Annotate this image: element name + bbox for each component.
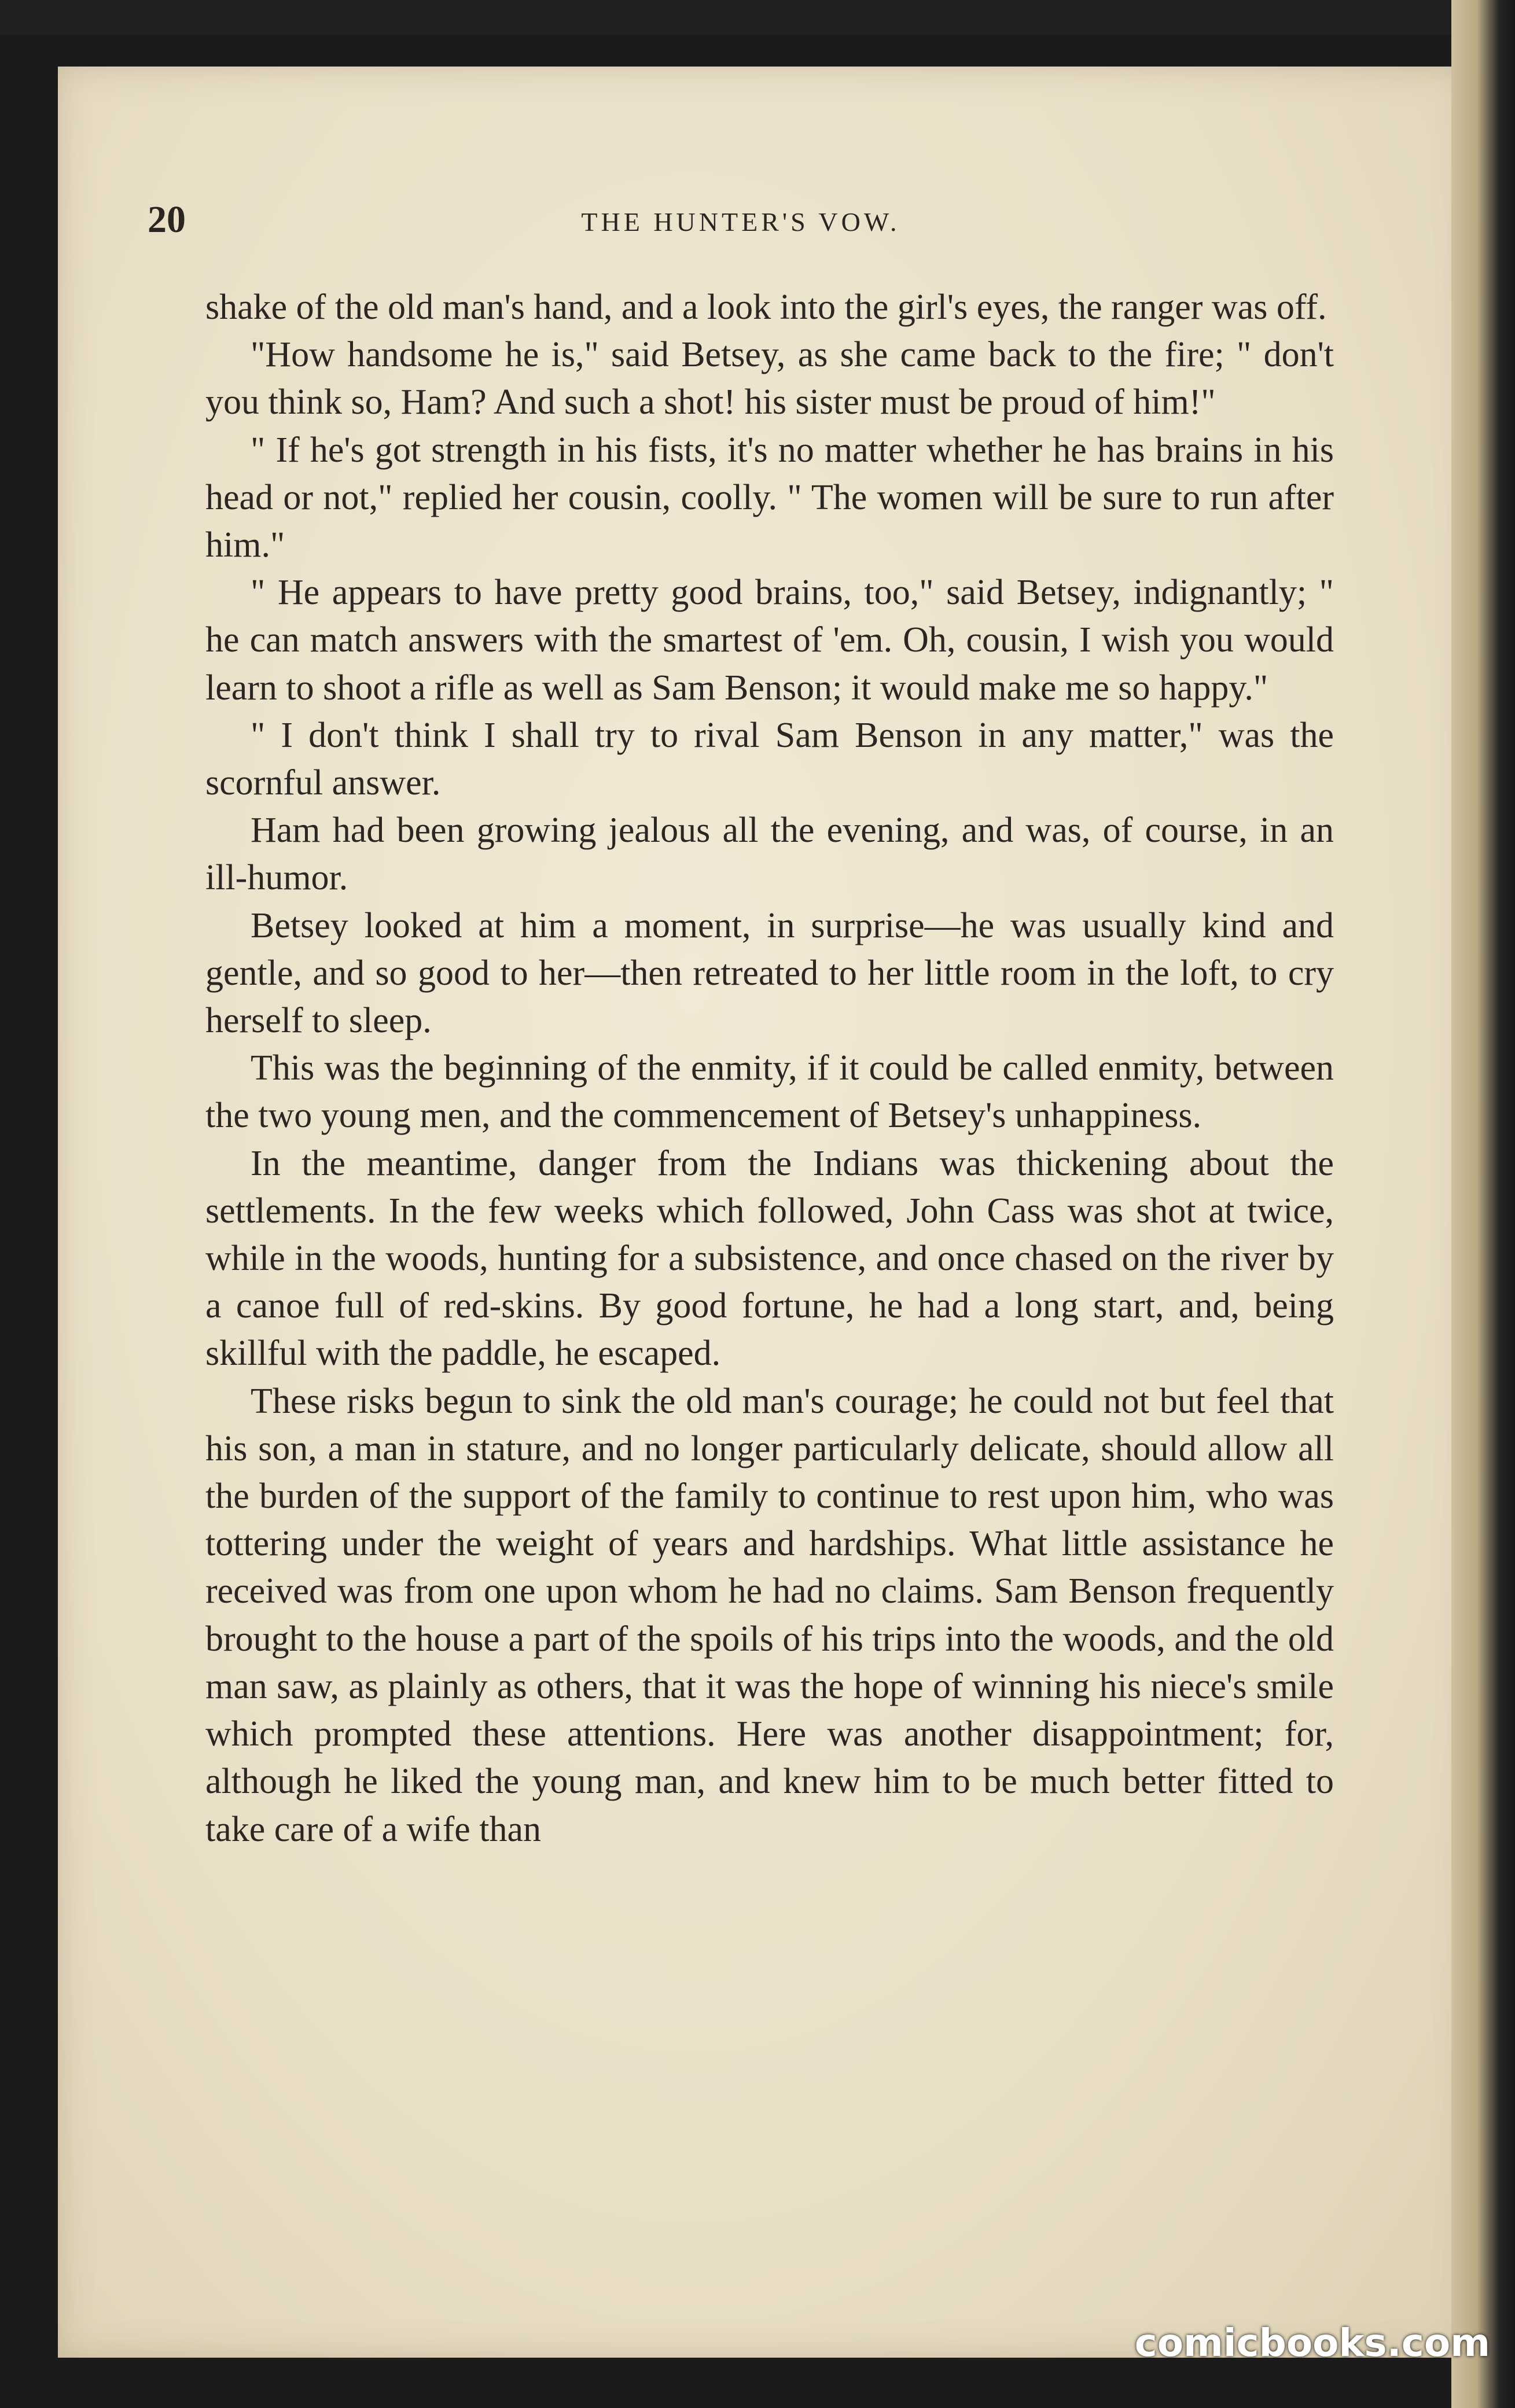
paragraph: Betsey looked at him a moment, in surprise—he was usually kind and gentle, and so good to her—then retreated to her little room in the loft, to cry herself to sleep. bbox=[205, 905, 1334, 1041]
book-spine-edge bbox=[1451, 0, 1515, 2408]
paragraph: " He appears to have pretty good brains, too," said Betsey, indignantly; " he can match answers with the smartest of 'em. Oh, cousin, I wish you would learn to shoot a rifle as well as Sam Benson; it would make me so happy." bbox=[205, 573, 1334, 708]
paragraph: " If he's got strength in his fists, it's no matter whether he has brains in his head or not," replied her cousin, coolly. " The women will be sure to run after him." bbox=[205, 430, 1334, 565]
running-title: THE HUNTER'S VOW. bbox=[581, 207, 900, 237]
body-text bbox=[205, 283, 1334, 1853]
paragraph: " I don't think I shall try to rival Sam Benson in any matter," was the scornful answer. bbox=[205, 715, 1334, 803]
watermark: comicbooks.com bbox=[1134, 2321, 1490, 2365]
paragraph: "How handsome he is," said Betsey, as she came back to the fire; " don't you think so, Ham? And such a shot! his sister must be proud of him!" bbox=[205, 335, 1334, 422]
scan-background-top bbox=[0, 0, 1515, 35]
page-header bbox=[148, 191, 1334, 260]
paragraph: These risks begun to sink the old man's courage; he could not but feel that his son, a man in stature, and no longer particularly delicate, should allow all the burden of the support of the family to continue to rest upon him, who was tottering under the weight of years and hardships. What little assistance he received was from one upon whom he had no claims. Sam Benson frequently brought to the house a part of the spoils of his trips into the woods, and the old man saw, as plainly as others, that it was the hope of winning his niece's smile which prompted these attentions. Here was another disappointment; for, although he liked the young man, and knew him to be much better fitted to take care of a wife than bbox=[205, 1381, 1334, 1849]
paragraph: shake of the old man's hand, and a look into the girl's eyes, the ranger was off. bbox=[205, 288, 1327, 327]
paragraph: Ham had been growing jealous all the evening, and was, of course, in an ill-humor. bbox=[205, 811, 1334, 898]
paragraph: In the meantime, danger from the Indians was thickening about the settlements. In the few weeks which followed, John Cass was shot at twice, while in the woods, hunting for a subsistence, and once chased on the river by a canoe full of red-skins. By good fortune, he had a long start, and, being skillful with the paddle, he escaped. bbox=[205, 1143, 1334, 1374]
page-number: 20 bbox=[148, 198, 186, 241]
paragraph: This was the beginning of the enmity, if it could be called enmity, between the two young men, and the commencement of Betsey's unhappiness. bbox=[205, 1048, 1334, 1136]
